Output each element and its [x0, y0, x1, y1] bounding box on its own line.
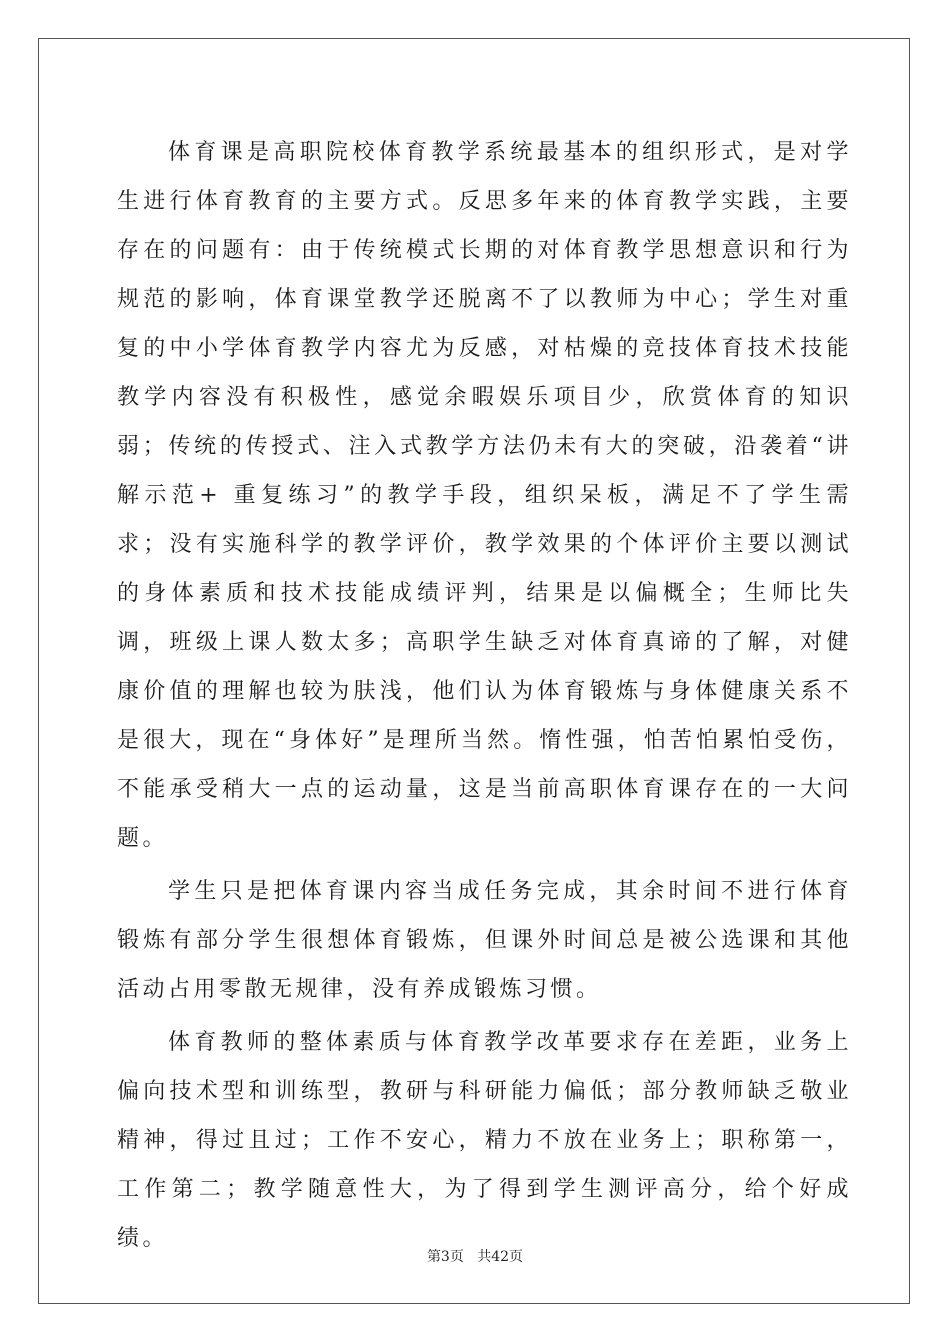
- paragraph-3: 体育教师的整体素质与体育教学改革要求存在差距，业务上偏向技术型和训练型，教研与科研能力偏低；部分教师缺乏敬业精神，得过且过；工作不安心，精力不放在业务上；职称第一，工作第二；教学随意性大，为了得到学生测评高分，给个好成绩。: [117, 1030, 852, 1251]
- paragraph-2: 学生只是把体育课内容当成任务完成，其余时间不进行体育锻炼有部分学生很想体育锻炼，但课外时间总是被公选课和其他活动占用零散无规律，没有养成锻炼习惯。: [117, 879, 852, 1002]
- total-pages: 共42页: [477, 1249, 524, 1265]
- paragraph-1: 体育课是高职院校体育教学系统最基本的组织形式，是对学生进行体育教育的主要方式。反思多年来的体育教学实践，主要存在的问题有：由于传统模式长期的对体育教学思想意识和行为规范的影响，体育课堂教学还脱离不了以教师为中心；学生对重复的中小学体育教学内容尤为反感，对枯燥的竞技体育技术技能教学内容没有积极性，感觉余暇娱乐项目少，欣赏体育的知识弱；传统的传授式、注入式教学方法仍未有大的突破，沿袭着“讲解示范+ 重复练习”的教学手段，组织呆板，满足不了学生需求；没有实施科学的教学评价，教学效果的个体评价主要以测试的身体素质和技术技能成绩评判，结果是以偏概全；生师比失调，班级上课人数太多；高职学生缺乏对体育真谛的了解，对健康价值的理解也较为肤浅，他们认为体育锻炼与身体健康关系不是很大，现在“身体好”是理所当然。惰性强，怕苦怕累怕受伤，不能承受稍大一点的运动量，这是当前高职体育课存在的一大问题。: [117, 140, 852, 851]
- page-number: 第3页: [426, 1249, 464, 1265]
- document-body: [117, 128, 852, 1263]
- page-footer: [0, 1246, 950, 1266]
